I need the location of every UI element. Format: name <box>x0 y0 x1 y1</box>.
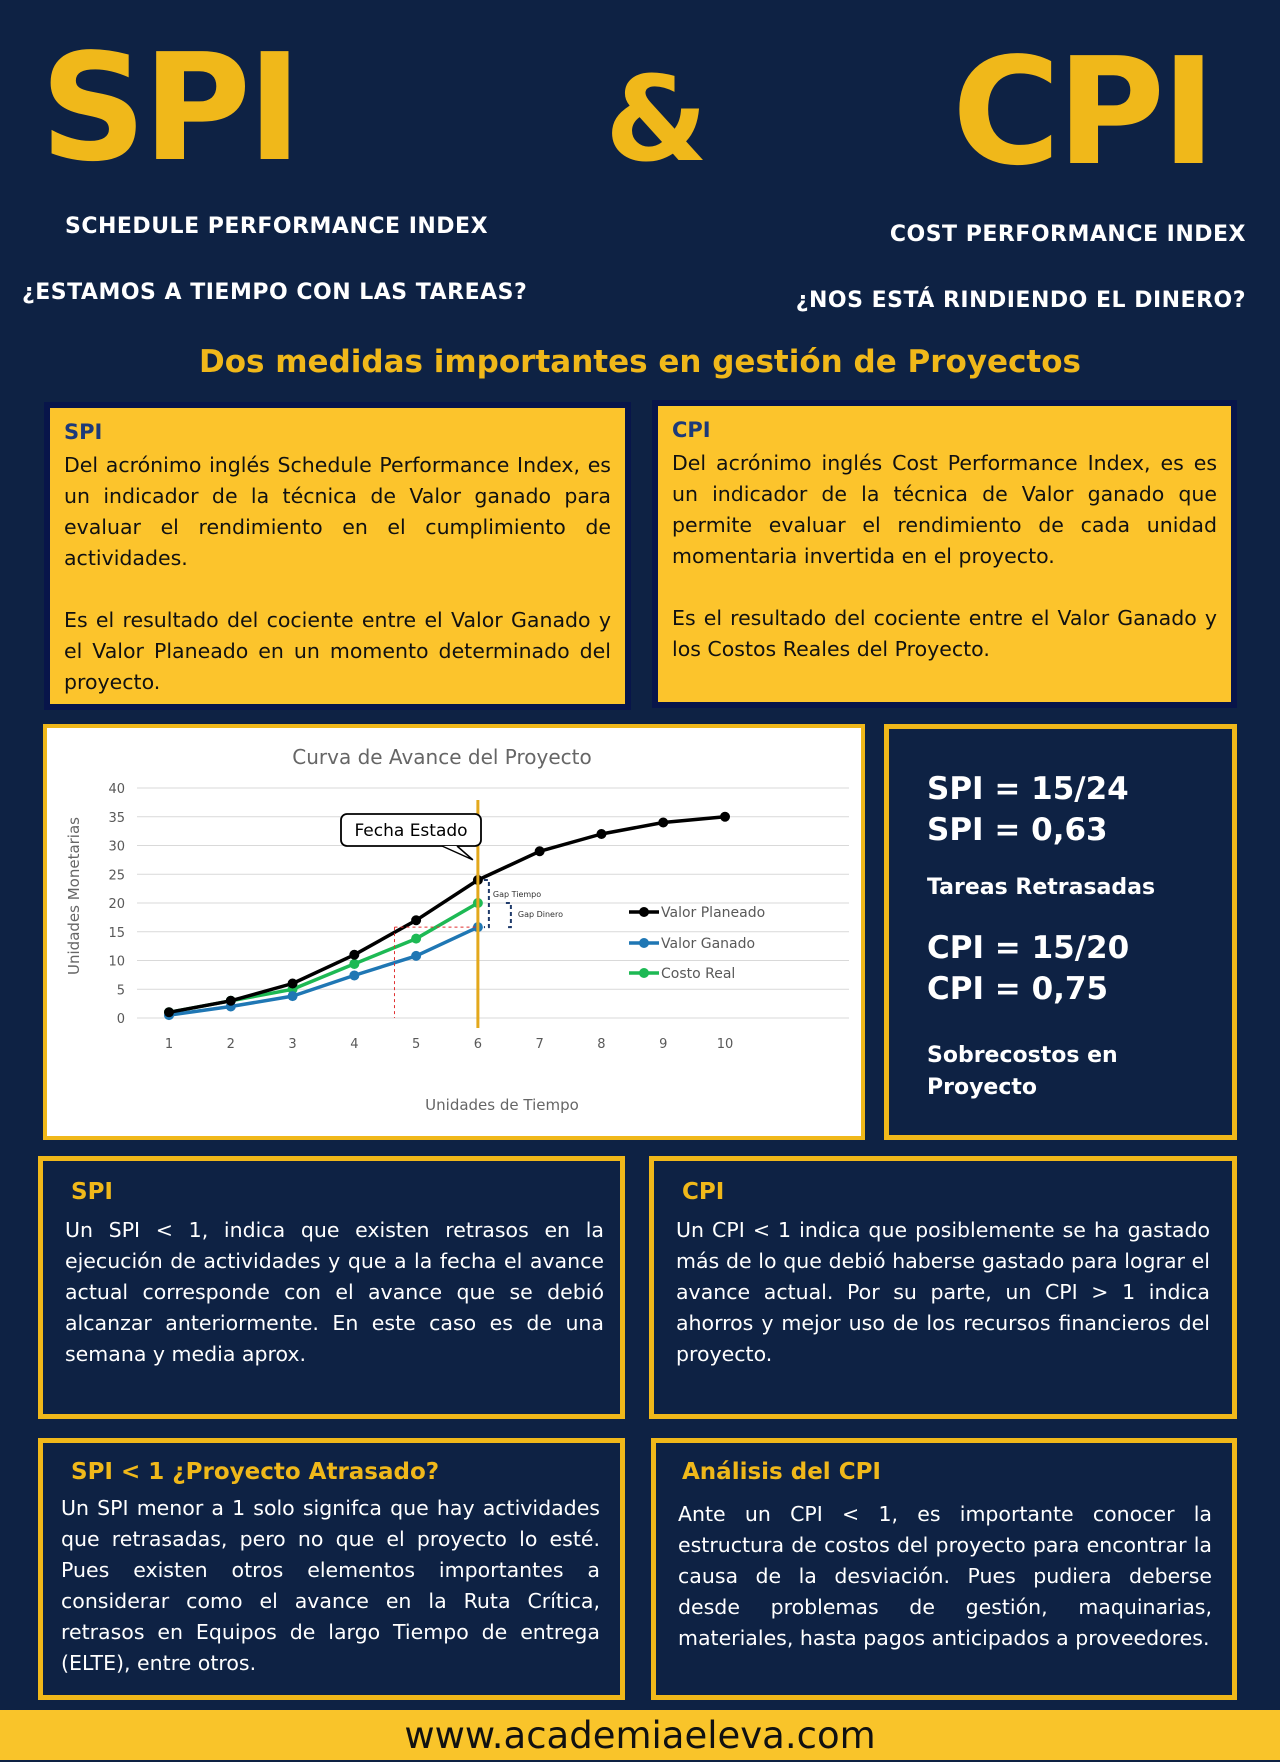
legend-valor-planeado-marker <box>639 907 649 917</box>
gap-tiempo-bracket <box>484 880 489 927</box>
cpi-interpretation-text: Un CPI < 1 indica que posiblemente se ha gastado más de lo que debió haberse gastado para lograr el avance actual. Por su parte, un CPI > 1 indica ahorros y mejor uso de los recursos financieros del proyecto. <box>676 1218 1210 1366</box>
cpi-value: CPI = 0,75 <box>927 971 1109 1007</box>
cpi-analysis-box <box>651 1438 1237 1700</box>
cpi-full-name: COST PERFORMANCE INDEX <box>889 222 1246 247</box>
legend-costo-real-marker <box>639 968 649 978</box>
spi-question: ¿ESTAMOS A TIEMPO CON LAS TAREAS? <box>22 280 528 305</box>
spi-interpretation-title: SPI <box>71 1179 113 1205</box>
headline: Dos medidas importantes en gestión de Proyectos <box>198 344 1082 380</box>
valor-planeado-point <box>226 996 236 1006</box>
chart-panel <box>43 724 865 1140</box>
cpi-question: ¿NOS ESTÁ RINDIENDO EL DINERO? <box>795 288 1246 313</box>
spi-analysis-title: SPI < 1 ¿Proyecto Atrasado? <box>71 1459 440 1485</box>
x-tick-label: 9 <box>659 1037 668 1052</box>
y-tick-label: 5 <box>116 983 125 999</box>
cpi-note-1: Sobrecostos en <box>927 1043 1118 1068</box>
spi-note: Tareas Retrasadas <box>927 875 1156 900</box>
cpi-definition-box <box>652 400 1237 708</box>
costo-real-line <box>169 903 478 1012</box>
progress-chart <box>47 728 861 1136</box>
gap-dinero-bracket <box>506 903 511 927</box>
y-tick-label: 0 <box>116 1012 125 1027</box>
x-tick-label: 1 <box>164 1037 174 1052</box>
valor-planeado-point <box>411 915 421 925</box>
valor-planeado-point <box>535 846 545 856</box>
ampersand: & <box>605 50 708 188</box>
chart-title: Curva de Avance del Proyecto <box>292 745 592 769</box>
status-callout-pointer <box>442 846 473 860</box>
chart-xlabel: Unidades de Tiempo <box>425 1096 579 1114</box>
cpi-analysis-text: Ante un CPI < 1, es importante conocer la estructura de costos del proyecto para encontrar la causa de la desviación. Pues pudiera deberse desde problemas de gestión, maquinarias, materiales, hasta pagos anticipados a proveedores. <box>678 1502 1212 1650</box>
cpi-note-2: Proyecto <box>927 1075 1038 1100</box>
spi-interpretation-box <box>38 1156 625 1419</box>
y-tick-label: 20 <box>108 897 125 912</box>
cpi-formula: CPI = 15/20 <box>927 930 1130 966</box>
chart-ylabel: Unidades Monetarias <box>65 817 83 975</box>
spi-formula: SPI = 15/24 <box>927 771 1129 807</box>
spi-full-name: SCHEDULE PERFORMANCE INDEX <box>65 214 489 239</box>
spi-definition-title: SPI <box>64 420 103 444</box>
x-tick-label: 5 <box>411 1037 421 1052</box>
x-tick-label: 3 <box>288 1037 297 1052</box>
spi-interpretation-text: Un SPI < 1, indica que existen retrasos en la ejecución de actividades y que a la fecha el avance actual corresponde con el avance que se debió alcanzar anteriormente. En este caso es de una semana y media aprox. <box>65 1218 604 1366</box>
x-tick-label: 10 <box>716 1037 734 1052</box>
valor-planeado-point <box>164 1007 174 1017</box>
cpi-big-title: CPI <box>952 26 1213 198</box>
costo-real-point <box>411 934 421 944</box>
valor-planeado-point <box>349 950 359 960</box>
spi-big-title: SPI <box>40 22 299 194</box>
y-tick-label: 35 <box>108 810 125 826</box>
costo-real-point <box>349 959 359 969</box>
gap-dinero-label: Gap Dinero <box>517 910 563 920</box>
valor-ganado-point <box>411 951 421 961</box>
y-tick-label: 15 <box>108 925 125 941</box>
x-tick-label: 4 <box>350 1037 359 1052</box>
spi-analysis-text: Un SPI menor a 1 solo signifca que hay actividades que retrasadas, pero no que el proyecto lo esté. Pues existen otros elementos importantes a considerar como el avance en la Ruta Crítica, retrasos en Equipos de largo Tiempo de entrega (ELTE), entre otros. <box>61 1496 600 1675</box>
cpi-definition-p2: Es el resultado del cociente entre el Valor Ganado y los Costos Reales del Proyecto. <box>672 606 1217 661</box>
cpi-definition-title: CPI <box>672 418 711 442</box>
spi-value: SPI = 0,63 <box>927 812 1108 848</box>
x-tick-label: 2 <box>226 1037 235 1052</box>
cpi-definition-p1: Del acrónimo inglés Cost Performance Index, es es un indicador de la técnica de Valor ganado que permite evaluar el rendimiento de cada unidad momentaria invertida en el proyecto. <box>672 451 1217 568</box>
x-tick-label: 7 <box>535 1037 544 1052</box>
valor-planeado-point <box>288 979 298 989</box>
status-callout-label: Fecha Estado <box>354 821 468 841</box>
valor-planeado-point <box>720 812 730 822</box>
spi-definition-box <box>44 402 631 710</box>
x-tick-label: 6 <box>473 1037 483 1052</box>
gap-tiempo-label: Gap Tiempo <box>492 890 542 899</box>
valor-planeado-point <box>596 829 606 839</box>
x-tick-label: 8 <box>597 1037 606 1052</box>
cpi-interpretation-title: CPI <box>682 1179 725 1205</box>
spi-analysis-box <box>38 1438 625 1700</box>
y-tick-label: 40 <box>108 782 125 797</box>
valor-planeado-point <box>658 818 668 828</box>
legend-valor-planeado-label: Valor Planeado <box>661 905 766 921</box>
legend-costo-real-label: Costo Real <box>661 966 736 982</box>
legend-valor-ganado-marker <box>639 938 649 948</box>
y-tick-label: 10 <box>108 954 125 970</box>
y-tick-label: 25 <box>108 868 125 884</box>
cpi-analysis-title: Análisis del CPI <box>682 1459 881 1485</box>
spi-definition-p1: Del acrónimo inglés Schedule Performance Index, es un indicador de la técnica de Valor ganado para evaluar el rendimiento en el cumplimiento de actividades. <box>64 453 611 570</box>
cpi-interpretation-box <box>649 1156 1237 1419</box>
y-tick-label: 30 <box>108 839 125 855</box>
valor-ganado-point <box>349 970 359 980</box>
stats-panel <box>884 724 1237 1140</box>
footer-url[interactable]: www.academiaeleva.com <box>0 1710 1280 1760</box>
spi-definition-p2: Es el resultado del cociente entre el Valor Ganado y el Valor Planeado en un momento determinado del proyecto. <box>64 608 611 694</box>
legend-valor-ganado-label: Valor Ganado <box>661 936 756 952</box>
valor-ganado-point <box>288 991 298 1001</box>
